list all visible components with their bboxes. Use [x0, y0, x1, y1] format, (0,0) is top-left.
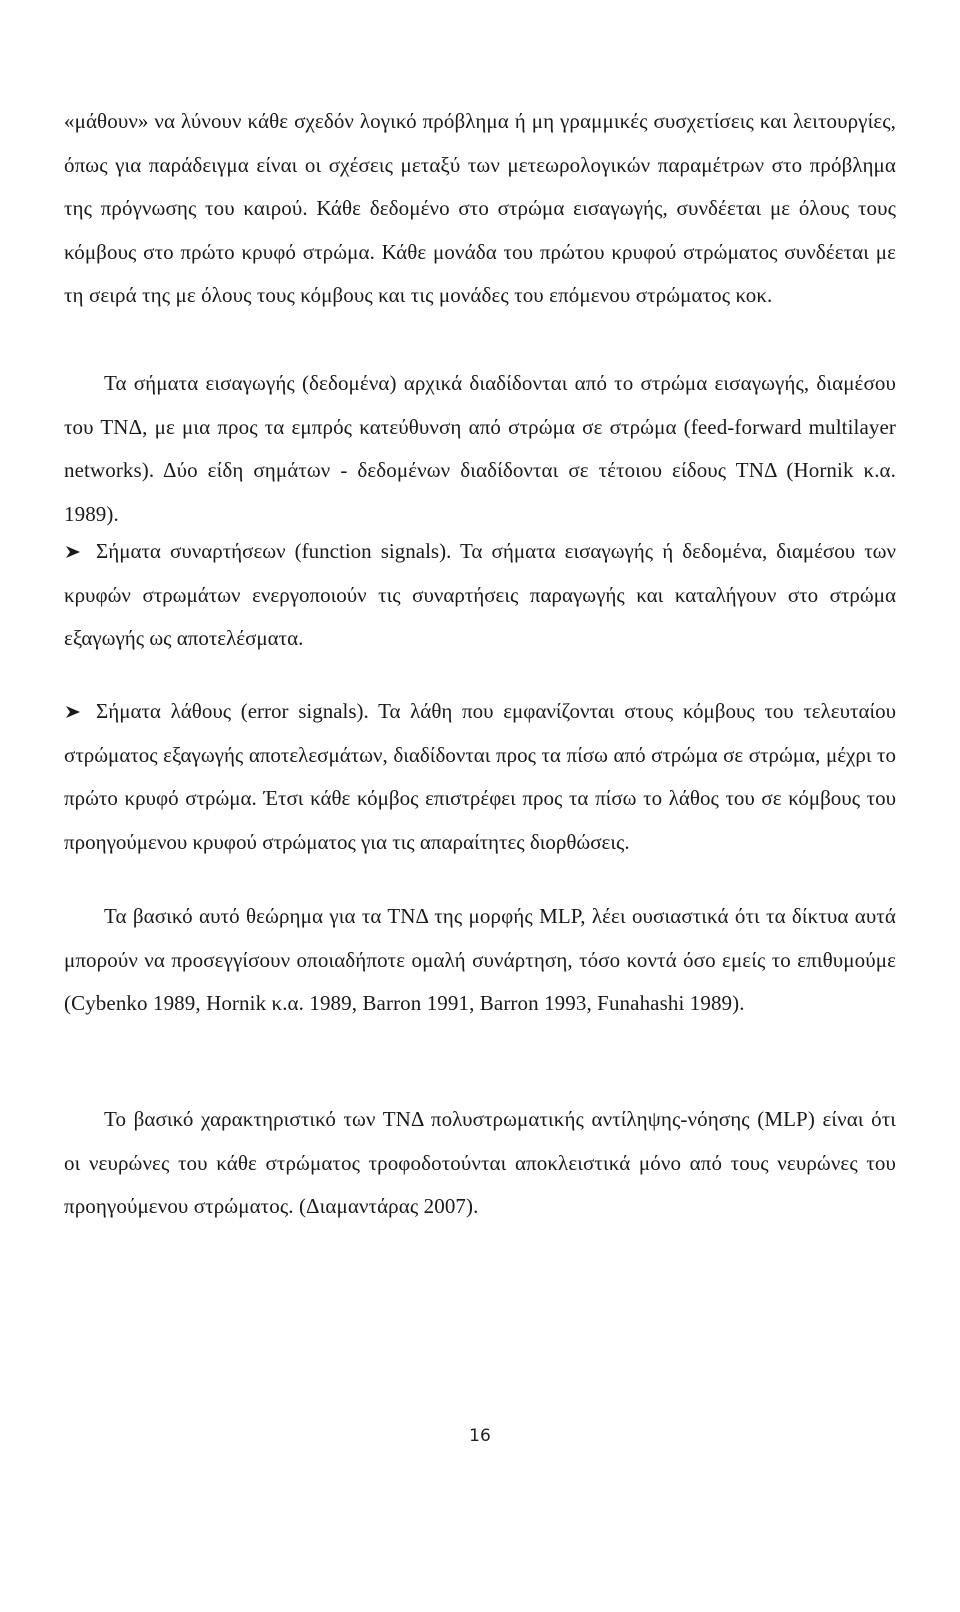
- bullet-text-error-signals: Σήματα λάθους (error signals). Τα λάθη που εμφανίζονται στους κόμβους του τελευταίου στρώματος εξαγωγής αποτελεσμάτων, διαδίδονται προς τα πίσω από στρώμα σε στρώμα, μέχρι το πρώτο κρυφό στρώμα. Έτσι κάθε κόμβος επιστρέφει προς τα πίσω το λάθος του σε κόμβους του προηγούμενου κρυφού στρώματος για τις απαραίτητες διορθώσεις.: [64, 699, 896, 854]
- paragraph-intro: «μάθουν» να λύνουν κάθε σχεδόν λογικό πρόβλημα ή μη γραμμικές συσχετίσεις και λειτουργίες, όπως για παράδειγμα είναι οι σχέσεις μεταξύ των μετεωρολογικών παραμέτρων στο πρόβλημα της πρόγνωσης του καιρού. Κάθε δεδομένο στο στρώμα εισαγωγής, συνδέεται με όλους τους κόμβους στο πρώτο κρυφό στρώμα. Κάθε μονάδα του πρώτου κρυφού στρώματος συνδέεται με τη σειρά της με όλους τους κόμβους και τις μονάδες του επόμενου στρώματος κοκ.: [64, 109, 896, 307]
- bullet-item-function-signals: [64, 530, 896, 661]
- paragraph-mlp-characteristic: Το βασικό χαρακτηριστικό των ΤΝΔ πολυστρωματικής αντίληψης-νόησης (MLP) είναι ότι οι νευρώνες του κάθε στρώματος τροφοδοτούνται αποκλειστικά μόνο από τους νευρώνες του προηγούμενου στρώματος. (Διαμαντάρας 2007).: [64, 1107, 896, 1218]
- paragraph-theorem: Τα βασικό αυτό θεώρημα για τα ΤΝΔ της μορφής MLP, λέει ουσιαστικά ότι τα δίκτυα αυτά μπορούν να προσεγγίσουν οποιαδήποτε ομαλή συνάρτηση, τόσο κοντά όσο εμείς το επιθυμούμε (Cybenko 1989, Hornik κ.α. 1989, Barron 1991, Barron 1993, Funahashi 1989).: [64, 904, 896, 1015]
- bullet-item-error-signals: [64, 690, 896, 864]
- arrowhead-bullet-icon: [64, 545, 82, 559]
- arrowhead-bullet-icon: [64, 705, 82, 719]
- page-number: 16: [469, 1426, 491, 1446]
- bullet-text-function-signals: Σήματα συναρτήσεων (function signals). Τα σήματα εισαγωγής ή δεδομένα, διαμέσου των κρυφών στρωμάτων ενεργοποιούν τις συναρτήσεις παραγωγής και καταλήγουν στο στρώμα εξαγωγής ως αποτελέσματα.: [64, 539, 896, 650]
- paragraph-input-signals: Τα σήματα εισαγωγής (δεδομένα) αρχικά διαδίδονται από το στρώμα εισαγωγής, διαμέσου του ΤΝΔ, με μια προς τα εμπρός κατεύθυνση από στρώμα σε στρώμα (feed-forward multilayer networks). Δύο είδη σημάτων - δεδομένων διαδίδονται σε τέτοιου είδους ΤΝΔ (Hornik κ.α. 1989).: [64, 371, 896, 526]
